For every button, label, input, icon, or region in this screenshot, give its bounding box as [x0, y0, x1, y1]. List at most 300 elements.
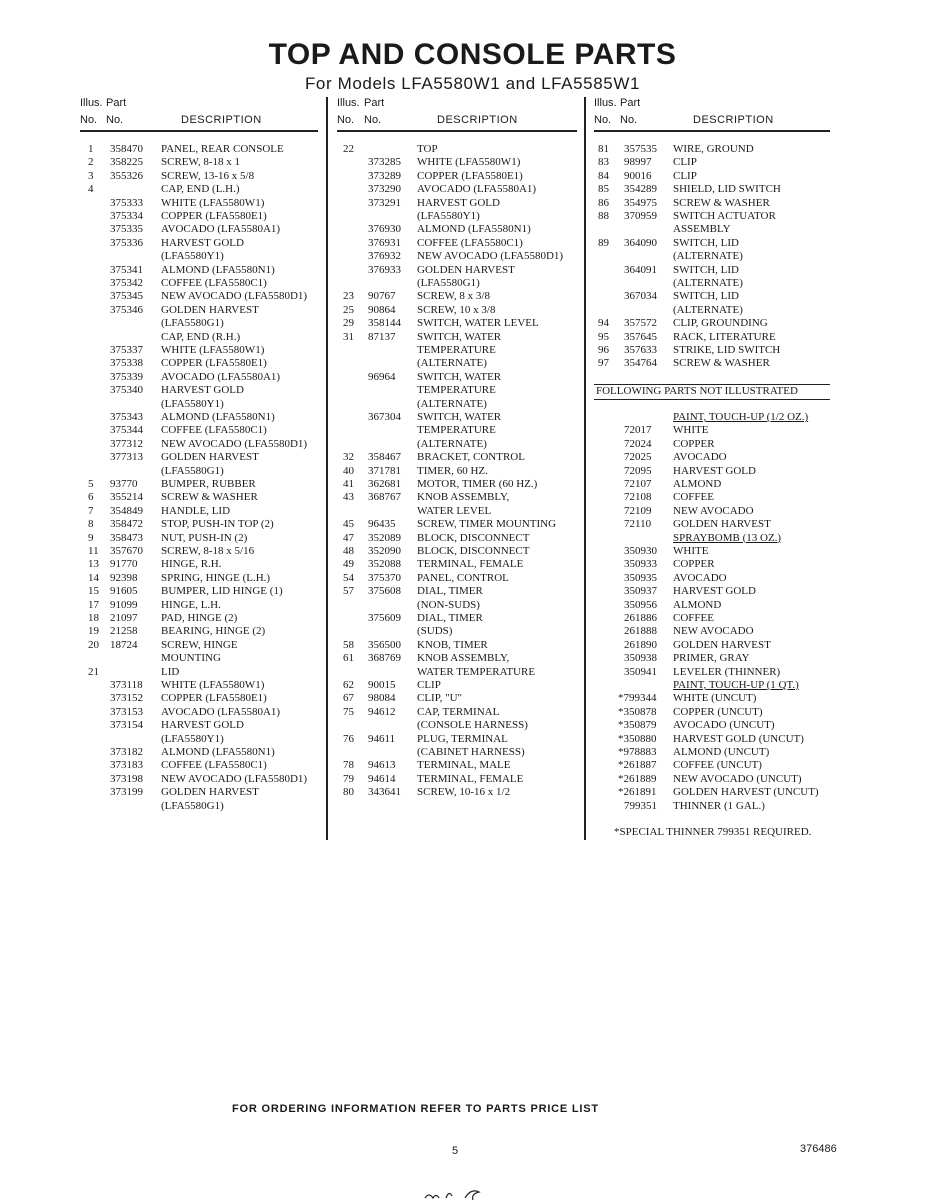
- description: (LFA5580G1): [417, 277, 480, 289]
- description: HINGE, R.H.: [161, 558, 222, 571]
- description: COPPER: [673, 437, 715, 450]
- description: SWITCH, LID: [673, 290, 739, 303]
- table-row: [80, 505, 318, 518]
- table-row: [337, 170, 577, 183]
- table-row: [80, 465, 318, 478]
- description: LID: [161, 665, 180, 678]
- table-row: [594, 357, 830, 370]
- description: COFFEE (LFA5580C1): [161, 759, 267, 772]
- description: NEW AVOCADO: [673, 504, 754, 517]
- table-row: [80, 438, 318, 451]
- description: WATER LEVEL: [417, 504, 492, 517]
- description: BLOCK, DISCONNECT: [417, 545, 530, 557]
- table-row: [80, 197, 318, 210]
- description: TERMINAL, FEMALE: [417, 558, 524, 571]
- table-row: [337, 197, 577, 210]
- description: GOLDEN HARVEST: [673, 638, 771, 651]
- table-row: [80, 518, 318, 531]
- part-number: 373153: [110, 705, 143, 718]
- part-number: 18724: [110, 638, 138, 651]
- part-number: 375341: [110, 263, 143, 276]
- description: SPRING, HINGE (L.H.): [161, 571, 271, 584]
- part-number: 375340: [110, 384, 143, 397]
- part-number: 375343: [110, 411, 143, 423]
- table-row: [80, 599, 318, 612]
- description: AVOCADO (LFA5580A1): [161, 705, 281, 718]
- description: AVOCADO (LFA5580A1): [417, 183, 537, 196]
- page-title: TOP AND CONSOLE PARTS: [268, 38, 677, 71]
- description: SCREW, 10-16 x 1/2: [417, 786, 511, 799]
- part-number: 375337: [110, 344, 143, 356]
- description: COFFEE (UNCUT): [673, 759, 762, 772]
- table-row: [337, 518, 577, 531]
- description: BUMPER, LID HINGE (1): [161, 585, 283, 598]
- table-row: [594, 277, 830, 290]
- part-number: 343641: [368, 786, 401, 799]
- header-row-1: [337, 97, 385, 109]
- description: HARVEST GOLD (UNCUT): [673, 732, 804, 745]
- part-number: *799344: [618, 692, 657, 705]
- description: SPRAYBOMB (13 OZ.): [673, 531, 782, 544]
- description: SWITCH ACTUATOR: [673, 210, 776, 222]
- table-row: [594, 344, 830, 357]
- table-row: [337, 652, 577, 665]
- table-row: [337, 585, 577, 598]
- part-number: 364091: [624, 263, 657, 276]
- table-row: [594, 706, 830, 719]
- part-number: 376933: [368, 263, 401, 276]
- description: (ALTERNATE): [673, 250, 743, 263]
- table-row: [594, 746, 830, 759]
- header-underline: [594, 130, 830, 132]
- table-row: [80, 183, 318, 196]
- illus-number: 81: [598, 143, 609, 155]
- part-number: 375335: [110, 223, 143, 236]
- table-row: [337, 277, 577, 290]
- description: THINNER (1 GAL.): [673, 799, 765, 812]
- part-number: 261888: [624, 625, 657, 638]
- description: HARVEST GOLD: [417, 196, 500, 209]
- description: ALMOND (LFA5580N1): [161, 746, 275, 758]
- table-row: [80, 331, 318, 344]
- table-row: [337, 317, 577, 330]
- part-number: 375344: [110, 424, 143, 437]
- illus-number: 84: [598, 169, 609, 182]
- illus-number: 75: [343, 705, 354, 718]
- table-row: [80, 639, 318, 652]
- description: AVOCADO (LFA5580A1): [161, 370, 281, 383]
- part-number: 371781: [368, 464, 401, 477]
- illus-number: 43: [343, 491, 354, 504]
- header-row-2: [337, 114, 581, 126]
- table-row: [594, 465, 830, 478]
- table-row: [337, 331, 577, 344]
- table-row: [594, 331, 830, 344]
- table-row: [594, 625, 830, 638]
- table-row: [80, 317, 318, 330]
- description: DIAL, TIMER: [417, 612, 483, 624]
- part-number: 367034: [624, 290, 657, 303]
- part-number: 368767: [368, 491, 401, 504]
- description: (ALTERNATE): [417, 397, 487, 410]
- column-divider: [584, 97, 586, 840]
- part-number: 367304: [368, 411, 401, 423]
- part-number: 364090: [624, 236, 657, 249]
- spacer: [594, 813, 830, 826]
- illus-number: 80: [343, 786, 354, 799]
- table-row: [594, 250, 830, 263]
- table-row: [337, 572, 577, 585]
- table-row: [337, 264, 577, 277]
- table-row: [594, 585, 830, 598]
- part-number: 92398: [110, 571, 138, 584]
- description: PRIMER, GRAY: [673, 652, 750, 665]
- description: COFFEE (LFA5580C1): [417, 236, 523, 249]
- table-row: [80, 451, 318, 464]
- description: HARVEST GOLD: [673, 464, 756, 477]
- table-row: [80, 733, 318, 746]
- description: SCREW, 8 x 3/8: [417, 290, 490, 303]
- description: MOUNTING: [161, 652, 221, 665]
- part-number: 376930: [368, 223, 401, 236]
- description: SCREW, 13-16 x 5/8: [161, 169, 255, 182]
- description: AVOCADO: [673, 571, 727, 584]
- table-row: [337, 156, 577, 169]
- part-number: 358144: [368, 317, 401, 330]
- table-row: [337, 639, 577, 652]
- header-row-2: [80, 114, 322, 126]
- header-underline: [337, 130, 577, 132]
- description: GOLDEN HARVEST: [161, 786, 259, 799]
- part-number: 373291: [368, 196, 401, 209]
- part-number: 350930: [624, 545, 657, 557]
- illus-number: 89: [598, 236, 609, 249]
- table-row: [594, 223, 830, 236]
- table-row: [337, 223, 577, 236]
- description: CAP, END (L.H.): [161, 183, 240, 196]
- illus-number: 95: [598, 330, 609, 343]
- table-row: [594, 210, 830, 223]
- description: (ALTERNATE): [417, 437, 487, 450]
- description: NEW AVOCADO (LFA5580D1): [161, 772, 308, 785]
- table-row: [80, 384, 318, 397]
- table-row: [594, 237, 830, 250]
- description: (ALTERNATE): [673, 303, 743, 316]
- part-no-header: No.: [106, 114, 124, 126]
- description: CAP, END (R.H.): [161, 330, 241, 343]
- part-number: 373182: [110, 746, 143, 758]
- description: COPPER (LFA5580E1): [161, 357, 267, 370]
- part-number: 350956: [624, 598, 657, 611]
- table-row: [80, 545, 318, 558]
- description: WHITE (LFA5580W1): [161, 679, 265, 691]
- description: ALMOND (LFA5580N1): [161, 411, 275, 423]
- part-number: 354975: [624, 196, 657, 209]
- header-row-2: [594, 114, 834, 126]
- description: SWITCH, LID: [673, 236, 739, 249]
- table-row: [80, 250, 318, 263]
- table-row: [594, 170, 830, 183]
- illus-number: 17: [88, 598, 99, 611]
- description: BEARING, HINGE (2): [161, 625, 266, 638]
- table-row: [594, 572, 830, 585]
- description: NEW AVOCADO (LFA5580D1): [417, 250, 564, 263]
- description: (LFA5580G1): [161, 317, 224, 330]
- illus-number: 86: [598, 196, 609, 209]
- description: WIRE, GROUND: [673, 143, 754, 155]
- illus-number: 15: [88, 585, 99, 598]
- table-row: [594, 786, 830, 799]
- illus-number: 4: [88, 183, 94, 196]
- description: TEMPERATURE: [417, 424, 496, 437]
- description: DIAL, TIMER: [417, 585, 483, 598]
- part-number: 373152: [110, 692, 143, 705]
- table-row: [594, 558, 830, 571]
- spacer: [594, 398, 830, 411]
- table-row: [337, 478, 577, 491]
- part-number: 93770: [110, 478, 138, 490]
- part-number: *350879: [618, 719, 657, 732]
- table-row: [594, 505, 830, 518]
- description: GOLDEN HARVEST: [161, 303, 259, 316]
- part-number: 261886: [624, 612, 657, 624]
- illus-number: 9: [88, 531, 94, 544]
- part-number: *261891: [618, 786, 657, 799]
- part-number: 91605: [110, 585, 138, 598]
- description: (ALTERNATE): [417, 357, 487, 370]
- column-divider: [326, 97, 328, 840]
- description: STOP, PUSH-IN TOP (2): [161, 518, 274, 531]
- part-number: 357633: [624, 344, 657, 356]
- table-row: [80, 746, 318, 759]
- description: SHIELD, LID SWITCH: [673, 183, 781, 196]
- part-number: 98084: [368, 692, 396, 705]
- description: WATER TEMPERATURE: [417, 665, 536, 678]
- description: SWITCH, WATER: [417, 330, 502, 343]
- description: PAD, HINGE (2): [161, 612, 238, 624]
- part-number: 350941: [624, 665, 657, 678]
- description: COFFEE: [673, 612, 714, 624]
- table-row: [594, 491, 830, 504]
- table-row: [594, 692, 830, 705]
- description: SCREW & WASHER: [673, 196, 770, 209]
- description: NEW AVOCADO: [673, 625, 754, 638]
- illus-number: 31: [343, 330, 354, 343]
- table-row: [594, 143, 830, 156]
- illus-no-header: No.: [594, 114, 612, 126]
- illus-number: 48: [343, 545, 354, 557]
- description: KNOB, TIMER: [417, 638, 488, 651]
- part-number: 94612: [368, 705, 396, 718]
- description: WHITE (UNCUT): [673, 692, 757, 705]
- illus-number: 11: [88, 545, 99, 557]
- description: COPPER: [673, 558, 715, 571]
- illus-number: 76: [343, 732, 354, 745]
- illus-number: 49: [343, 558, 354, 571]
- part-number: 375333: [110, 196, 143, 209]
- part-number: 72025: [624, 451, 652, 464]
- description: (ALTERNATE): [673, 277, 743, 289]
- table-row: [80, 572, 318, 585]
- part-number: 373285: [368, 156, 401, 169]
- description: (LFA5580Y1): [161, 732, 224, 745]
- table-row: [80, 532, 318, 545]
- table-row: [337, 438, 577, 451]
- part-number: 72024: [624, 437, 652, 450]
- illus-number: 41: [343, 478, 354, 490]
- table-row: [337, 237, 577, 250]
- page-number: 5: [452, 1145, 459, 1157]
- table-row: [337, 384, 577, 397]
- part-number: 362681: [368, 478, 401, 490]
- description: TIMER, 60 HZ.: [417, 464, 488, 477]
- description: SCREW, HINGE: [161, 638, 238, 651]
- illus-number: 32: [343, 451, 354, 464]
- table-row: [337, 706, 577, 719]
- part-number: 357535: [624, 143, 657, 155]
- table-row: [80, 625, 318, 638]
- table-row: [80, 304, 318, 317]
- illus-number: 88: [598, 210, 609, 222]
- part-number: 91099: [110, 598, 138, 611]
- illus-number: 29: [343, 317, 354, 330]
- section-heading: [594, 679, 830, 692]
- description: KNOB ASSEMBLY,: [417, 491, 510, 504]
- table-row: [337, 250, 577, 263]
- description: WHITE (LFA5580W1): [417, 156, 521, 169]
- description: SCREW & WASHER: [673, 357, 770, 370]
- description-header: DESCRIPTION: [437, 114, 518, 126]
- table-row: [337, 558, 577, 571]
- part-number: 90767: [368, 290, 396, 303]
- part-number: 350935: [624, 571, 657, 584]
- illus-number: 97: [598, 357, 609, 370]
- part-number: 357670: [110, 545, 143, 557]
- description: GOLDEN HARVEST: [673, 518, 771, 531]
- part-number: 72109: [624, 504, 652, 517]
- description: NEW AVOCADO (UNCUT): [673, 772, 802, 785]
- description: TERMINAL, MALE: [417, 759, 511, 772]
- table-row: [337, 505, 577, 518]
- table-row: [594, 639, 830, 652]
- part-number: 373183: [110, 759, 143, 772]
- part-number: 376932: [368, 250, 401, 263]
- description: ALMOND (LFA5580N1): [417, 223, 531, 236]
- part-number: 72095: [624, 464, 652, 477]
- part-number: 96435: [368, 518, 396, 531]
- table-row: [337, 424, 577, 437]
- part-number: 352088: [368, 558, 401, 571]
- table-row: [80, 290, 318, 303]
- table-row: [594, 733, 830, 746]
- table-row: [594, 156, 830, 169]
- part-number: 90015: [368, 679, 396, 691]
- illus-number: 40: [343, 464, 354, 477]
- table-row: [337, 786, 577, 799]
- illus-number: 14: [88, 571, 99, 584]
- description: COFFEE (LFA5580C1): [161, 277, 267, 289]
- spacer: [594, 371, 830, 384]
- table-row: [594, 424, 830, 437]
- table-row: [80, 786, 318, 799]
- table-row: [80, 478, 318, 491]
- part-number: 72110: [624, 518, 652, 531]
- table-row: [337, 612, 577, 625]
- part-number: 355214: [110, 491, 143, 504]
- illus-number: 2: [88, 156, 94, 169]
- part-number: 373290: [368, 183, 401, 196]
- table-row: [337, 143, 577, 156]
- part-number: 375339: [110, 370, 143, 383]
- description: COPPER (LFA5580E1): [417, 169, 523, 182]
- part-number: 355326: [110, 169, 143, 182]
- table-row: [594, 290, 830, 303]
- part-number: 72108: [624, 491, 652, 504]
- table-row: [594, 666, 830, 679]
- part-header: Part: [620, 97, 641, 109]
- description: NUT, PUSH-IN (2): [161, 531, 248, 544]
- table-row: [337, 532, 577, 545]
- illus-number: 7: [88, 504, 94, 517]
- part-number: 21097: [110, 612, 138, 624]
- table-row: [337, 210, 577, 223]
- illus-header: Illus.: [80, 97, 103, 109]
- description: (LFA5580Y1): [161, 250, 224, 263]
- table-row: [337, 491, 577, 504]
- section-heading: [594, 411, 830, 424]
- table-row: [80, 143, 318, 156]
- illus-number: 45: [343, 518, 354, 531]
- part-number: 370959: [624, 210, 657, 222]
- illus-number: 3: [88, 169, 94, 182]
- description: SCREW, 10 x 3/8: [417, 303, 496, 316]
- table-row: [594, 304, 830, 317]
- table-row: [80, 652, 318, 665]
- description: (NON-SUDS): [417, 598, 480, 611]
- illus-number: 79: [343, 772, 354, 785]
- part-number: 376931: [368, 236, 401, 249]
- part-number: 375346: [110, 303, 143, 316]
- description: NEW AVOCADO (LFA5580D1): [161, 437, 308, 450]
- part-number: 373118: [110, 679, 143, 691]
- table-row: [594, 197, 830, 210]
- part-number: 799351: [624, 799, 657, 812]
- part-number: 96964: [368, 370, 396, 383]
- part-no-header: No.: [364, 114, 382, 126]
- description: GOLDEN HARVEST: [417, 263, 515, 276]
- illus-number: 1: [88, 143, 94, 155]
- part-number: 261890: [624, 638, 657, 651]
- table-row: [337, 733, 577, 746]
- table-row: [594, 264, 830, 277]
- description: HARVEST GOLD: [161, 236, 244, 249]
- description: GOLDEN HARVEST: [161, 451, 259, 464]
- part-number: 91770: [110, 558, 138, 571]
- part-number: 375338: [110, 357, 143, 370]
- part-number: 368769: [368, 652, 401, 665]
- part-number: 352089: [368, 531, 401, 544]
- description: SCREW, 8-18 x 1: [161, 156, 241, 169]
- part-number: 375345: [110, 290, 143, 303]
- part-number: *978883: [618, 746, 657, 758]
- table-row: [337, 371, 577, 384]
- table-row: [80, 210, 318, 223]
- illus-header: Illus.: [594, 97, 617, 109]
- description: WHITE (LFA5580W1): [161, 344, 265, 356]
- illus-number: 83: [598, 156, 609, 169]
- part-header: Part: [364, 97, 385, 109]
- description: ALMOND (LFA5580N1): [161, 263, 275, 276]
